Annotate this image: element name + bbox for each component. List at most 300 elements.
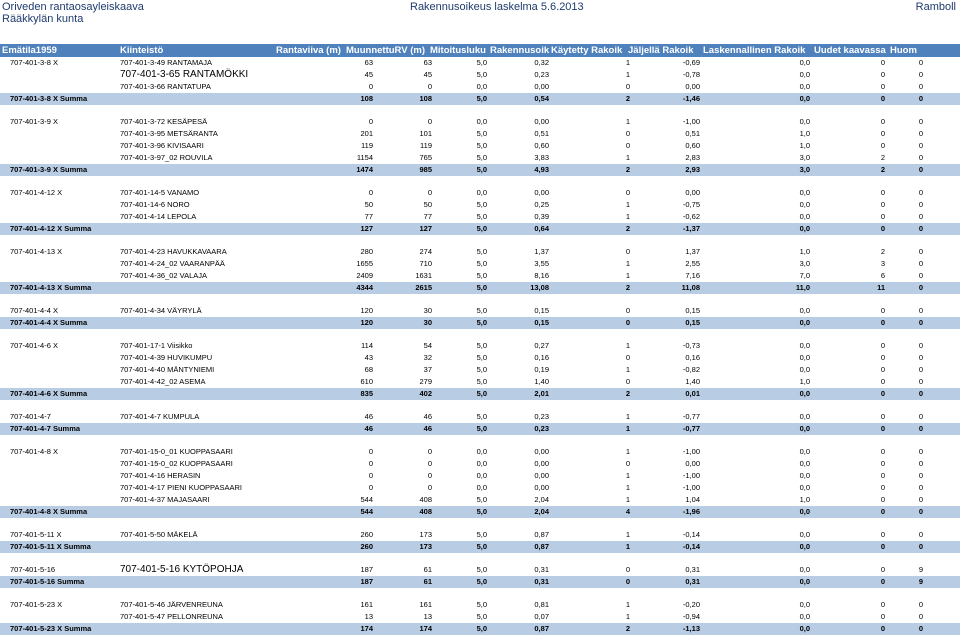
table-cell: 1631 <box>415 271 432 280</box>
table-cell: 0 <box>880 459 885 468</box>
table-cell: 2,83 <box>685 153 700 162</box>
table-cell: 0 <box>880 212 885 221</box>
table-cell: 0 <box>880 507 885 516</box>
table-cell: 707-401-3-97_02 ROUVILA <box>120 153 213 162</box>
table-row <box>0 494 960 506</box>
table-cell: 5,0 <box>476 612 487 621</box>
table-cell: 0 <box>918 341 923 350</box>
summary-row <box>0 223 960 235</box>
table-cell: 260 <box>360 530 373 539</box>
table-cell: 201 <box>360 129 373 138</box>
table-cell: 0,0 <box>476 188 487 197</box>
table-cell: 46 <box>423 424 432 433</box>
column-header[interactable]: Mitoitusluku <box>430 45 486 56</box>
table-cell: 0,0 <box>476 117 487 126</box>
table-cell: 0 <box>880 495 885 504</box>
table-cell: 1 <box>625 271 630 280</box>
table-cell: 101 <box>419 129 432 138</box>
table-cell: 0,31 <box>685 577 700 586</box>
table-cell: 1 <box>625 259 630 268</box>
table-cell: 0,00 <box>534 447 549 456</box>
table-cell: 0 <box>880 389 885 398</box>
table-cell: 0 <box>918 271 923 280</box>
table-cell: 0 <box>880 341 885 350</box>
table-cell: 0 <box>880 424 885 433</box>
column-header[interactable]: Emätila1959 <box>2 45 57 56</box>
table-row <box>0 564 960 576</box>
table-cell: 77 <box>423 212 432 221</box>
table-cell: 0,0 <box>799 188 810 197</box>
table-cell: 0 <box>918 247 923 256</box>
table-cell: 0 <box>880 117 885 126</box>
table-cell: 119 <box>361 141 373 150</box>
table-cell: 0 <box>625 82 630 91</box>
table-cell: 5,0 <box>476 283 487 292</box>
table-cell: 5,0 <box>476 624 487 633</box>
table-cell: 1 <box>625 612 630 621</box>
table-cell: 765 <box>419 153 432 162</box>
table-cell: 0,0 <box>799 117 810 126</box>
table-cell: 0 <box>918 483 923 492</box>
table-cell: 5,0 <box>476 212 487 221</box>
table-cell: 0,00 <box>685 459 700 468</box>
table-cell: 37 <box>423 365 432 374</box>
table-cell: 0,0 <box>799 542 810 551</box>
table-cell: 279 <box>419 377 432 386</box>
table-cell: 5,0 <box>476 94 487 103</box>
table-cell: 13 <box>423 612 432 621</box>
column-header[interactable]: MuunnettuRV (m) <box>346 45 425 56</box>
table-cell: 1,0 <box>799 377 810 386</box>
table-cell: 1 <box>625 530 630 539</box>
table-cell: 0 <box>918 600 923 609</box>
table-cell: 0 <box>880 318 885 327</box>
table-row <box>0 458 960 470</box>
table-cell: 707-401-4-8 X <box>10 447 58 456</box>
table-cell: 0 <box>918 82 923 91</box>
table-cell: 5,0 <box>476 389 487 398</box>
table-cell: 707-401-4-4 X <box>10 306 58 315</box>
table-cell: 707-401-4-6 X <box>10 341 58 350</box>
table-cell: -1,37 <box>682 224 700 233</box>
row-spacer <box>0 435 960 446</box>
table-cell: 0 <box>918 283 923 292</box>
table-cell: 0 <box>918 58 923 67</box>
table-cell: -0,73 <box>682 341 700 350</box>
table-cell: 0 <box>625 306 630 315</box>
table-cell: 5,0 <box>476 141 487 150</box>
table-cell: 1154 <box>356 153 373 162</box>
table-cell: 0 <box>625 129 630 138</box>
table-cell: 0,0 <box>799 612 810 621</box>
table-cell: 8,16 <box>534 271 549 280</box>
table-cell: 0 <box>918 141 923 150</box>
table-cell: 0,60 <box>685 141 700 150</box>
table-cell: 0 <box>625 577 630 586</box>
table-cell: 0,39 <box>534 212 549 221</box>
table-cell: 2 <box>625 165 630 174</box>
table-cell: 0,0 <box>476 471 487 480</box>
table-cell: 45 <box>423 70 432 79</box>
table-cell: 173 <box>419 542 432 551</box>
row-spacer <box>0 400 960 411</box>
table-cell: -0,78 <box>682 70 700 79</box>
table-cell: 0 <box>625 318 630 327</box>
table-cell: 2 <box>880 165 885 174</box>
table-row <box>0 364 960 376</box>
table-cell: 707-401-3-65 RANTAMÖKKI <box>120 69 249 80</box>
table-row <box>0 69 960 81</box>
table-cell: 835 <box>360 389 373 398</box>
table-cell: 0,0 <box>799 341 810 350</box>
row-spacer <box>0 176 960 187</box>
table-row <box>0 246 960 258</box>
table-cell: 3 <box>880 259 885 268</box>
table-row <box>0 611 960 623</box>
document-header <box>0 0 960 28</box>
table-cell: -1,00 <box>682 447 700 456</box>
table-row <box>0 376 960 388</box>
table-cell: 2,01 <box>534 389 549 398</box>
summary-row <box>0 388 960 400</box>
table-cell: 707-401-4-12 X <box>10 188 63 197</box>
table-cell: 0 <box>918 495 923 504</box>
table-cell: 0 <box>880 141 885 150</box>
table-cell: 0,0 <box>799 577 810 586</box>
table-cell: 280 <box>360 247 373 256</box>
table-cell: 5,0 <box>476 365 487 374</box>
table-cell: 0,23 <box>534 412 549 421</box>
table-cell: 161 <box>419 600 432 609</box>
table-cell: 274 <box>419 247 432 256</box>
table-cell: 3,55 <box>534 259 549 268</box>
table-cell: 3,83 <box>534 153 549 162</box>
column-header[interactable]: Laskennallinen Rakoik <box>703 45 806 56</box>
table-cell: 0,0 <box>799 600 810 609</box>
table-cell: 2 <box>625 283 630 292</box>
table-row <box>0 352 960 364</box>
table-cell: 707-401-17-1 Viisikko <box>120 341 193 350</box>
table-cell: 0,00 <box>534 459 549 468</box>
table-cell: 50 <box>423 200 432 209</box>
column-header[interactable]: Kiinteistö <box>120 45 164 56</box>
table-cell: 5,0 <box>476 200 487 209</box>
table-cell: 11,08 <box>681 283 700 292</box>
table-row <box>0 482 960 494</box>
table-cell: 0 <box>880 483 885 492</box>
table-cell: 0,0 <box>476 82 487 91</box>
table-cell: 0 <box>880 447 885 456</box>
row-spacer <box>0 588 960 599</box>
table-cell: 1655 <box>356 259 373 268</box>
table-cell: 0,0 <box>799 306 810 315</box>
header-title <box>2 1 144 25</box>
table-cell: 5,0 <box>476 70 487 79</box>
table-row <box>0 81 960 93</box>
table-cell: 707-401-14-6 NORO <box>120 200 190 209</box>
table-cell: 707-401-4-13 X Summa <box>10 283 92 292</box>
table-cell: 707-401-5-46 JÄRVENREUNA <box>120 600 223 609</box>
table-cell: 30 <box>423 306 432 315</box>
table-cell: 161 <box>360 600 373 609</box>
table-cell: 0,0 <box>476 483 487 492</box>
table-cell: 5,0 <box>476 58 487 67</box>
table-cell: 0 <box>625 141 630 150</box>
table-cell: 3,0 <box>799 259 810 268</box>
table-cell: 46 <box>364 412 373 421</box>
table-cell: -0,69 <box>682 58 700 67</box>
table-cell: 0,87 <box>534 530 549 539</box>
table-cell: 0 <box>918 542 923 551</box>
table-cell: 0,15 <box>534 306 549 315</box>
table-cell: 985 <box>419 165 432 174</box>
table-cell: 5,0 <box>476 577 487 586</box>
table-cell: 0 <box>880 624 885 633</box>
summary-row <box>0 506 960 518</box>
table-cell: 5,0 <box>476 495 487 504</box>
table-cell: 7,16 <box>685 271 700 280</box>
column-header[interactable]: Rakennusoik <box>490 45 550 56</box>
table-row <box>0 340 960 352</box>
table-cell: 1,40 <box>685 377 700 386</box>
table-cell: 0,15 <box>534 318 549 327</box>
table-cell: 0 <box>625 188 630 197</box>
table-cell: 2 <box>625 94 630 103</box>
table-cell: 1,40 <box>534 377 549 386</box>
table-row <box>0 446 960 458</box>
table-cell: 0 <box>625 459 630 468</box>
table-cell: 13 <box>364 612 373 621</box>
row-spacer <box>0 518 960 529</box>
table-cell: 707-401-3-95 METSÄRANTA <box>120 129 218 138</box>
table-cell: 61 <box>423 577 432 586</box>
table-cell: 0 <box>625 377 630 386</box>
table-cell: 707-401-4-8 X Summa <box>10 507 88 516</box>
table-cell: 0,00 <box>534 117 549 126</box>
table-cell: 0 <box>368 471 373 480</box>
table-cell: 710 <box>419 259 432 268</box>
table-row <box>0 116 960 128</box>
table-cell: 1,0 <box>799 247 810 256</box>
table-row <box>0 199 960 211</box>
table-cell: 0 <box>918 447 923 456</box>
table-cell: 0,0 <box>799 565 810 574</box>
table-cell: 11,0 <box>795 283 810 292</box>
table-cell: 0,00 <box>685 188 700 197</box>
table-cell: 707-401-4-7 <box>10 412 51 421</box>
row-spacer <box>0 294 960 305</box>
table-cell: 0,16 <box>534 353 549 362</box>
table-cell: 707-401-4-42_02 ASEMA <box>120 377 206 386</box>
table-cell: 0,0 <box>799 483 810 492</box>
table-cell: 1 <box>625 117 630 126</box>
table-cell: 1 <box>625 412 630 421</box>
table-cell: 46 <box>423 412 432 421</box>
header-center-title: Rakennusoikeus laskelma 5.6.2013 <box>410 1 584 13</box>
table-cell: 0 <box>880 377 885 386</box>
table-cell: 0,0 <box>799 471 810 480</box>
column-header[interactable]: Rantaviiva (m) <box>276 45 341 56</box>
table-cell: 0 <box>918 471 923 480</box>
table-cell: 0 <box>427 117 432 126</box>
table-cell: 707-401-5-23 X <box>10 600 63 609</box>
table-cell: 0 <box>918 377 923 386</box>
table-cell: 707-401-4-24_02 VAARANPÄÄ <box>120 259 225 268</box>
table-row <box>0 187 960 199</box>
table-cell: 3,0 <box>799 165 810 174</box>
table-cell: 0 <box>918 530 923 539</box>
table-cell: 0,0 <box>799 200 810 209</box>
table-cell: 0,0 <box>799 424 810 433</box>
table-cell: 1,04 <box>685 495 700 504</box>
summary-row <box>0 541 960 553</box>
table-cell: 2 <box>625 224 630 233</box>
table-cell: 2,04 <box>534 495 549 504</box>
table-cell: 707-401-3-8 X Summa <box>10 94 88 103</box>
table-cell: 108 <box>360 94 373 103</box>
table-cell: 707-401-4-34 VÄYRYLÄ <box>120 306 202 315</box>
table-cell: 63 <box>423 58 432 67</box>
table-cell: 46 <box>364 424 373 433</box>
table-cell: -0,75 <box>682 200 700 209</box>
table-cell: 0 <box>880 224 885 233</box>
table-cell: 707-401-3-9 X <box>10 117 58 126</box>
table-cell: 1 <box>625 424 630 433</box>
table-cell: 707-401-4-36_02 VALAJA <box>120 271 208 280</box>
table-cell: 0 <box>918 353 923 362</box>
table-cell: -1,00 <box>682 117 700 126</box>
table-cell: 0 <box>918 165 923 174</box>
table-row <box>0 470 960 482</box>
table-cell: -0,14 <box>682 542 700 551</box>
table-cell: 0,0 <box>799 507 810 516</box>
table-cell: 0 <box>427 483 432 492</box>
summary-row <box>0 164 960 176</box>
table-cell: 0 <box>918 459 923 468</box>
table-cell: 0 <box>880 412 885 421</box>
table-cell: 5,0 <box>476 377 487 386</box>
table-row <box>0 411 960 423</box>
table-cell: 187 <box>360 565 373 574</box>
table-cell: 0,0 <box>799 412 810 421</box>
table-cell: 0 <box>880 353 885 362</box>
table-cell: 0,0 <box>799 447 810 456</box>
table-cell: 2 <box>880 153 885 162</box>
table-cell: 0,0 <box>799 353 810 362</box>
header-title-line2: Rääkkylän kunta <box>2 13 84 25</box>
table-cell: 0 <box>880 129 885 138</box>
table-cell: 5,0 <box>476 153 487 162</box>
table-cell: 707-401-4-39 HUVIKUMPU <box>120 353 213 362</box>
table-cell: 2409 <box>356 271 373 280</box>
table-cell: 32 <box>423 353 432 362</box>
table-cell: 127 <box>419 224 432 233</box>
column-header[interactable]: Jäljellä Rakoik <box>628 45 694 56</box>
table-cell: 707-401-3-9 X Summa <box>10 165 88 174</box>
table-cell: 1,37 <box>534 247 549 256</box>
table-cell: 402 <box>419 389 432 398</box>
table-cell: 0,87 <box>534 542 549 551</box>
table-cell: 0 <box>368 447 373 456</box>
table-cell: 0,31 <box>534 577 549 586</box>
table-cell: 260 <box>360 542 373 551</box>
table-cell: 0,01 <box>685 389 700 398</box>
summary-row <box>0 282 960 294</box>
table-cell: 50 <box>364 200 373 209</box>
table-cell: 0 <box>880 600 885 609</box>
table-cell: 707-401-4-7 Summa <box>10 424 81 433</box>
table-cell: 0,0 <box>799 82 810 91</box>
table-cell: 61 <box>423 565 432 574</box>
table-cell: 0,15 <box>685 306 700 315</box>
row-spacer <box>0 329 960 340</box>
table-cell: 707-401-5-16 <box>10 565 56 574</box>
table-cell: 707-401-15-0_02 KUOPPASAARI <box>120 459 233 468</box>
table-cell: 0,51 <box>534 129 549 138</box>
table-cell: 1 <box>625 471 630 480</box>
table-cell: 0 <box>880 58 885 67</box>
table-cell: 0 <box>880 82 885 91</box>
table-cell: 54 <box>423 341 432 350</box>
table-cell: 5,0 <box>476 129 487 138</box>
table-cell: 0 <box>918 212 923 221</box>
table-cell: 0 <box>625 565 630 574</box>
column-header[interactable]: Uudet kaavassa <box>814 45 886 56</box>
table-cell: 127 <box>360 224 373 233</box>
table-cell: 0,31 <box>534 565 549 574</box>
table-cell: 0,0 <box>799 624 810 633</box>
table-cell: 2 <box>880 247 885 256</box>
table-row <box>0 211 960 223</box>
table-cell: 1 <box>625 58 630 67</box>
table-cell: -0,94 <box>682 612 700 621</box>
table-cell: 707-401-3-8 X <box>10 58 58 67</box>
table-cell: 544 <box>360 507 373 516</box>
column-header[interactable]: Huom <box>890 45 917 56</box>
table-cell: 0,60 <box>534 141 549 150</box>
table-cell: 0,31 <box>685 565 700 574</box>
table-cell: 1 <box>625 600 630 609</box>
table-cell: 0,64 <box>534 224 549 233</box>
table-cell: 0,81 <box>534 600 549 609</box>
table-cell: 108 <box>419 94 432 103</box>
table-cell: 0 <box>880 577 885 586</box>
table-row <box>0 305 960 317</box>
table-cell: -1,00 <box>682 483 700 492</box>
table-cell: 0 <box>918 188 923 197</box>
table-cell: 0 <box>918 70 923 79</box>
table-cell: 0 <box>625 353 630 362</box>
table-cell: 0 <box>918 507 923 516</box>
table-cell: 0,0 <box>799 318 810 327</box>
table-cell: 0,00 <box>534 483 549 492</box>
table-cell: 0,0 <box>799 94 810 103</box>
column-header[interactable]: Käytetty Rakoik <box>551 45 623 56</box>
table-cell: 4,93 <box>534 165 549 174</box>
table-cell: -0,20 <box>682 600 700 609</box>
table-cell: 1,0 <box>799 495 810 504</box>
table-cell: -0,14 <box>682 530 700 539</box>
table-cell: 0 <box>918 624 923 633</box>
table-cell: 5,0 <box>476 165 487 174</box>
table-cell: 5,0 <box>476 542 487 551</box>
table-cell: 0 <box>918 153 923 162</box>
table-cell: 0 <box>880 471 885 480</box>
table-cell: 6 <box>880 271 885 280</box>
table-cell: -1,46 <box>682 94 700 103</box>
table-cell: 5,0 <box>476 247 487 256</box>
table-cell: 0 <box>880 365 885 374</box>
